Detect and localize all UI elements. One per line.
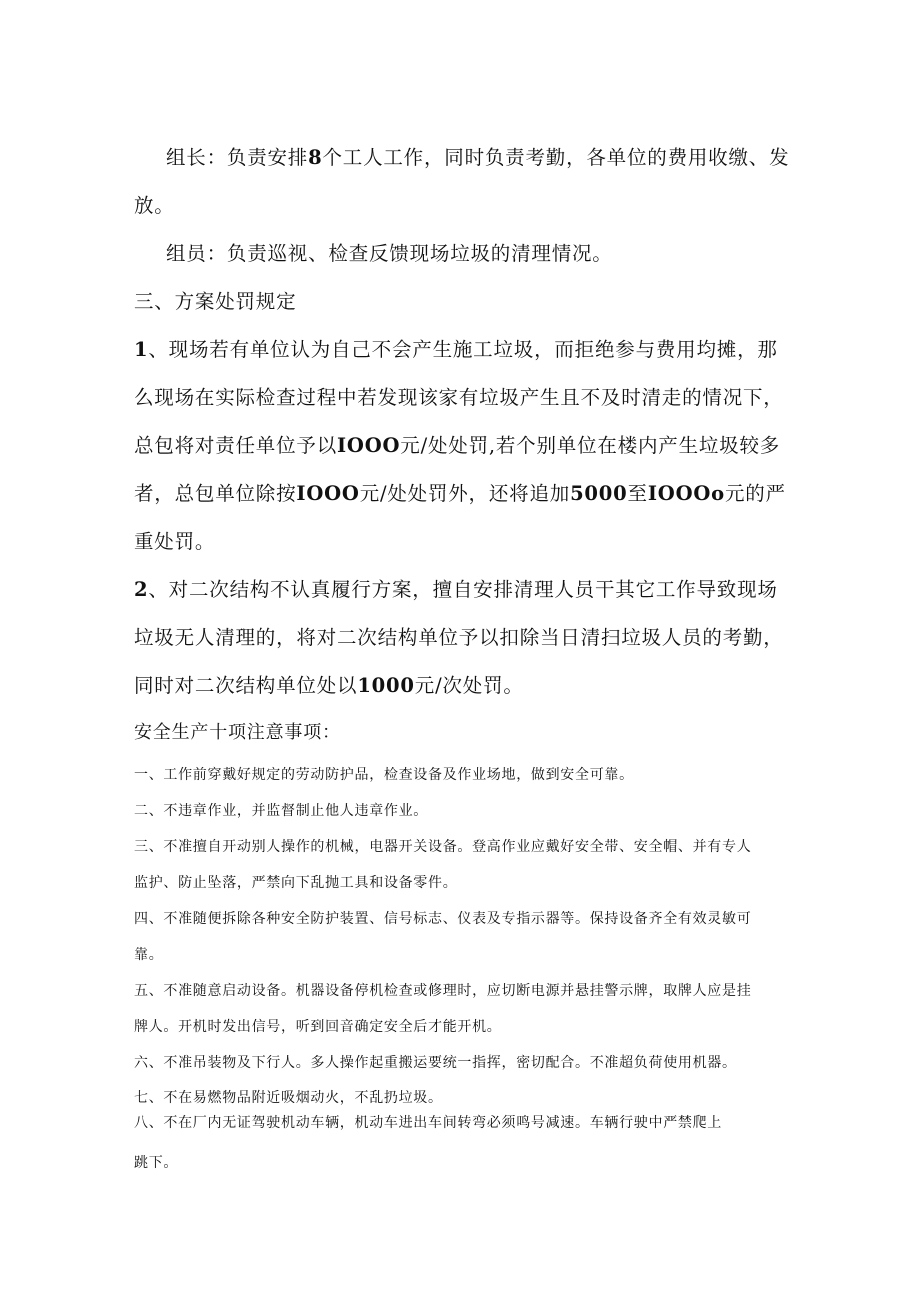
rule2-line-3: 同时对二次结构单位处以1000元/次处罚。 — [134, 674, 524, 697]
section-title: 三、方案处罚规定 — [134, 290, 297, 313]
rule1-line-2: 么现场在实际检查过程中若发现该家有垃圾产生且不及时清走的情况下， — [134, 386, 784, 409]
safety-heading: 安全生产十项注意事项： — [134, 722, 341, 743]
safety-item-8-line-1: 八、不在厂内无证驾驶机动车辆，机动车进出车间转弯必须鸣号减速。车辆行驶中严禁爬上 — [134, 1115, 722, 1131]
rule2-line-1: 2、对二次结构不认真履行方案，擅自安排清理人员干其它工作导致现场 — [134, 578, 778, 601]
safety-item-3-line-2: 监护、防止坠落，严禁向下乱抛工具和设备零件。 — [134, 875, 458, 891]
rule1-line-3: 总包将对责任单位予以IOOO元/处处罚,若个别单位在楼内产生垃圾较多 — [134, 434, 781, 457]
safety-item-6: 六、不准吊装物及下行人。多人操作起重搬运要统一指挥，密切配合。不准超负荷使用机器。 — [134, 1055, 737, 1071]
member-label: 组员： — [166, 242, 227, 265]
safety-item-8-line-2: 跳下。 — [134, 1155, 179, 1171]
member-line: 组员：负责巡视、检查反馈现场垃圾的清理情况。 — [166, 242, 613, 265]
safety-item-7: 七、不在易燃物品附近吸烟动火，不乱扔垃圾。 — [134, 1090, 443, 1106]
safety-item-1: 一、工作前穿戴好规定的劳动防护品，检查设备及作业场地，做到安全可靠。 — [134, 767, 634, 783]
safety-item-5-line-2: 牌人。开机时发出信号，听到回音确定安全后才能开机。 — [134, 1019, 502, 1035]
rule1-line-1: 1、现场若有单位认为自己不会产生施工垃圾，而拒绝参与费用均摊，那 — [134, 338, 778, 361]
safety-item-3-line-1: 三、不准擅自开动别人操作的机械，电器开关设备。登高作业应戴好安全带、安全帽、并有专人 — [134, 839, 752, 855]
rule2-line-2: 垃圾无人清理的，将对二次结构单位予以扣除当日清扫垃圾人员的考勤， — [134, 626, 784, 649]
rule1-line-4: 者，总包单位除按IOOO元/处处罚外，还将追加5000至IOOOo元的严 — [134, 482, 786, 505]
safety-item-4-line-1: 四、不准随便拆除各种安全防护装置、信号标志、仪表及专指示器等。保持设备齐全有效灵敏可 — [134, 911, 752, 927]
safety-item-5-line-1: 五、不准随意启动设备。机器设备停机检查或修理时，应切断电源并悬挂警示牌，取牌人应是挂 — [134, 983, 752, 999]
worker-count: 8 — [308, 146, 323, 169]
safety-item-2: 二、不违章作业，并监督制止他人违章作业。 — [134, 803, 428, 819]
leader-line-2: 放。 — [134, 194, 175, 217]
rule1-line-5: 重处罚。 — [134, 530, 216, 553]
leader-label: 组长： — [166, 146, 227, 169]
safety-item-4-line-2: 靠。 — [134, 947, 164, 963]
leader-line-1: 组长：负责安排8个工人工作，同时负责考勤，各单位的费用收缴、发 — [166, 146, 790, 169]
